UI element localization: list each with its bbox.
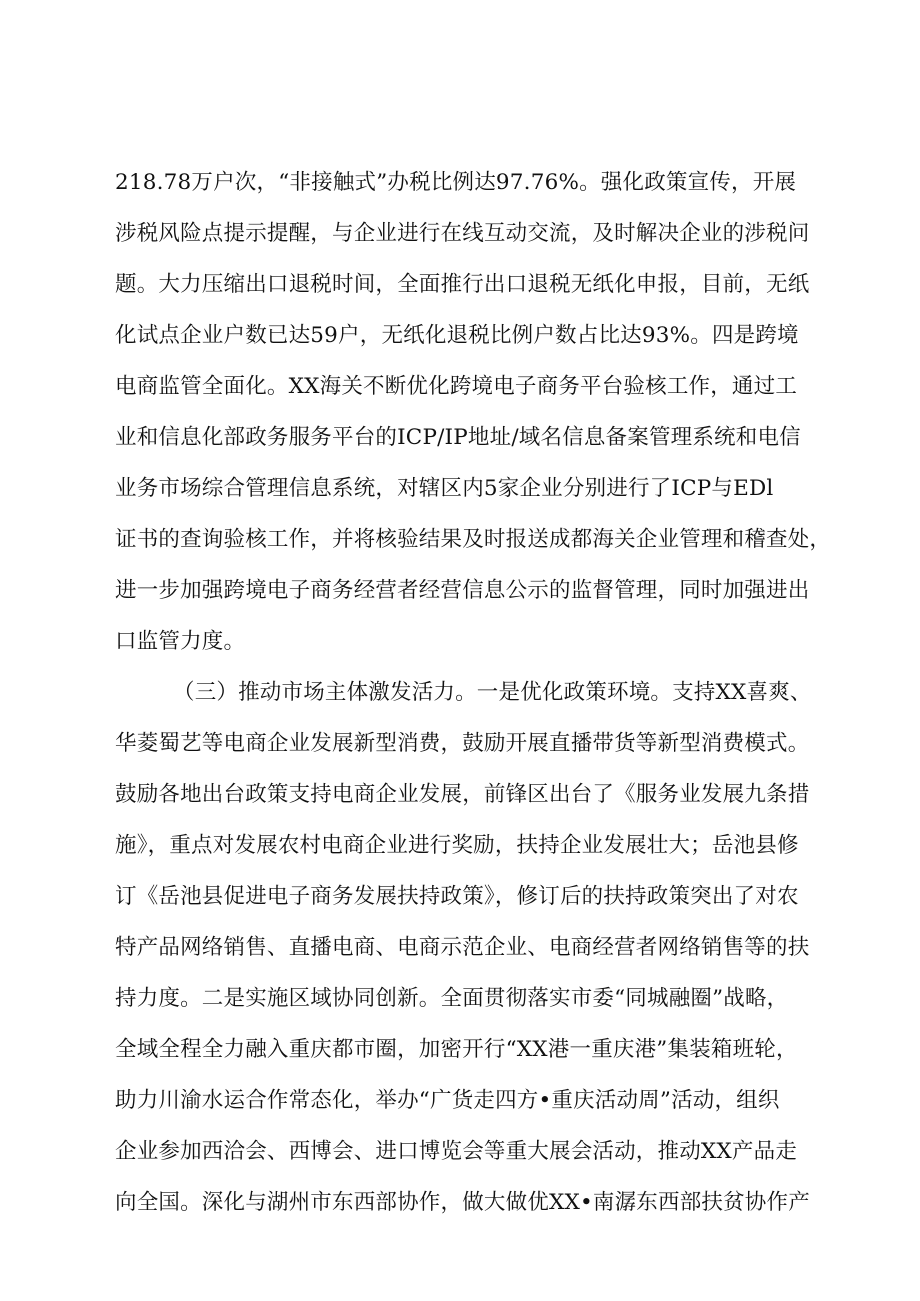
text-line: 218.78万户次，“非接触式”办税比例达97.76%。强化政策宣传，开展 xyxy=(115,170,797,195)
text-line: 华菱蜀艺等电商企业发展新型消费，鼓励开展直播带货等新型消费模式。 xyxy=(115,731,810,756)
text-line: 化试点企业户数已达59户，无纸化退税比例户数占比达93%。四是跨境 xyxy=(115,323,799,348)
text-line: 电商监管全面化。XX海关不断优化跨境电子商务平台验核工作，通过工 xyxy=(115,374,798,399)
text-line: 鼓励各地出台政策支持电商企业发展，前锋区出台了《服务业发展九条措 xyxy=(115,782,810,807)
text-line: 订《岳池县促进电子商务发展扶持政策》，修订后的扶持政策突出了对农 xyxy=(115,884,799,909)
text-line: 证书的查询验核工作，并将核验结果及时报送成都海关企业管理和稽查处， xyxy=(115,527,832,552)
text-line: 口监管力度。 xyxy=(115,629,246,654)
section-heading-line: （三）推动市场主体激发活力。一是优化政策环境。支持XX喜爽、 xyxy=(173,680,812,705)
text-line: 向全国。深化与湖州市东西部协作，做大做优XX•南潺东西部扶贫协作产 xyxy=(115,1190,810,1215)
text-line: 特产品网络销售、直播电商、电商示范企业、电商经营者网络销售等的扶 xyxy=(115,935,810,960)
text-line: 企业参加西洽会、西博会、进口博览会等重大展会活动，推动XX产品走 xyxy=(115,1139,798,1164)
text-line: 题。大力压缩出口退税时间，全面推行出口退税无纸化申报，目前，无纸 xyxy=(115,272,810,297)
text-line: 全域全程全力融入重庆都市圈，加密开行“XX港一重庆港”集装箱班轮， xyxy=(115,1037,798,1062)
text-line: 业务市场综合管理信息系统，对辖区内5家企业分别进行了ICP与EDl xyxy=(115,476,774,501)
text-line: 涉税风险点提示提醒，与企业进行在线互动交流，及时解决企业的涉税问 xyxy=(115,221,810,246)
text-line: 持力度。二是实施区域协同创新。全面贯彻落实市委“同城融圈”战略， xyxy=(115,986,789,1011)
text-line: 施》，重点对发展农村电商企业进行奖励，扶持企业发展壮大；岳池县修 xyxy=(115,833,799,858)
text-line: 进一步加强跨境电子商务经营者经营信息公示的监督管理，同时加强进出 xyxy=(115,578,810,603)
text-line: 业和信息化部政务服务平台的ICP/IP地址/域名信息备案管理系统和电信 xyxy=(115,425,801,450)
text-line: 助力川渝水运合作常态化，举办“广货走四方•重庆活动周”活动，组织 xyxy=(115,1088,780,1113)
